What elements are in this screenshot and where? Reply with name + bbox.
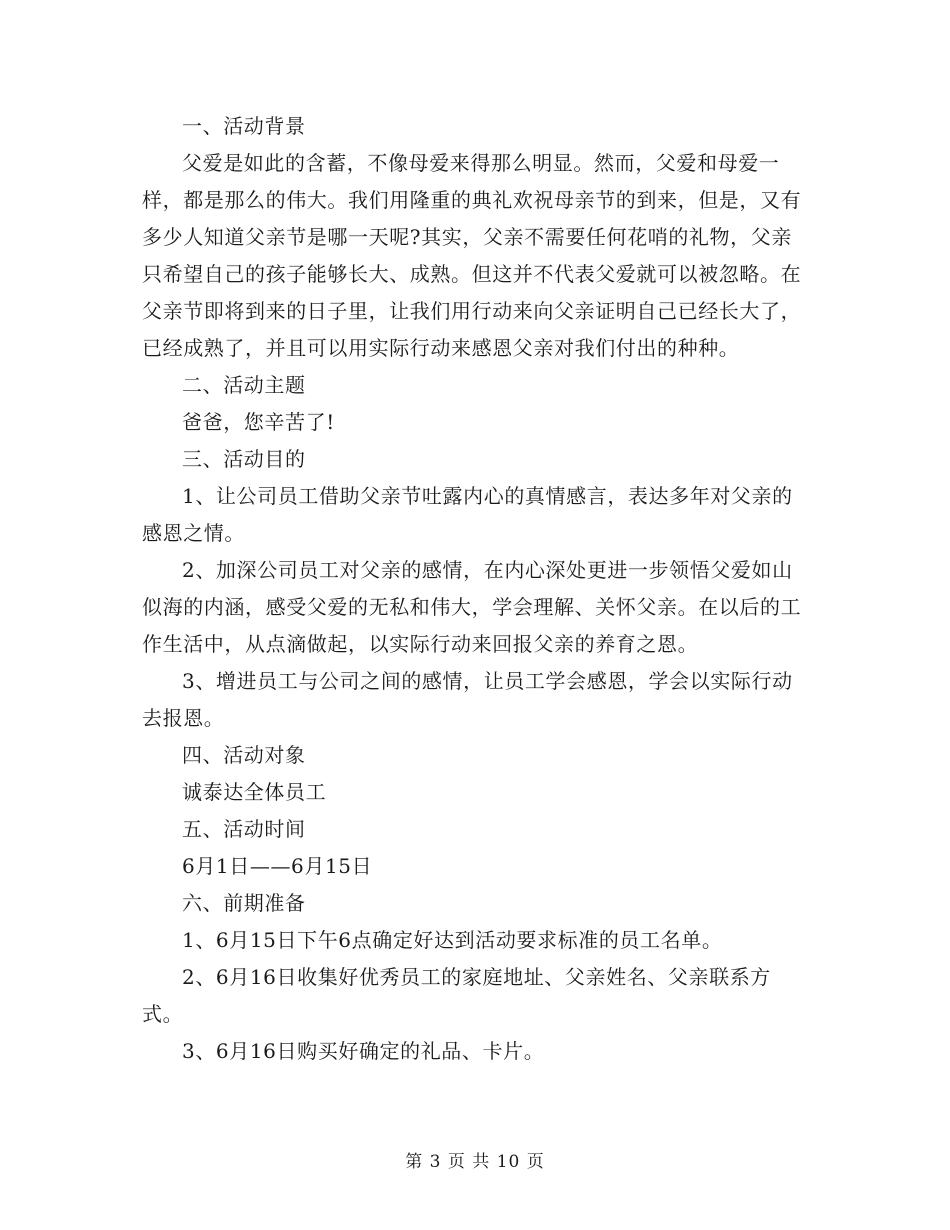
purpose-item-3: 3、增进员工与公司之间的感情，让员工学会感恩，学会以实际行动去报恩。 [142,669,793,730]
section-heading-theme: 二、活动主题 [182,373,306,397]
purpose-item-1: 1、让公司员工借助父亲节吐露内心的真情感言，表达多年对父亲的感恩之情。 [142,484,793,545]
section-heading-background: 一、活动背景 [182,114,306,138]
section-heading-target: 四、活动对象 [182,743,306,767]
section-heading-time: 五、活动时间 [182,817,306,841]
background-paragraph: 父爱是如此的含蓄，不像母爱来得那么明显。然而，父爱和母爱一样，都是那么的伟大。我们用隆重的典礼欢祝母亲节的到来，但是，又有多少人知道父亲节是哪一天呢?其实，父亲不需要任何花哨的礼物，父亲只希望自己的孩子能够长大、成熟。但这并不代表父爱就可以被忽略。在父亲节即将到来的日子里，让我们用行动来向父亲证明自己已经长大了，已经成熟了，并且可以用实际行动来感恩父亲对我们付出的种种。 [142,151,802,360]
target-text: 诚泰达全体员工 [182,780,327,804]
section-heading-purpose: 三、活动目的 [182,447,306,471]
preparation-item-2: 2、6月16日收集好优秀员工的家庭地址、父亲姓名、父亲联系方式。 [142,965,771,1026]
theme-text: 爸爸，您辛苦了! [182,410,335,434]
time-text: 6月1日——6月15日 [182,854,373,878]
document-body [142,108,812,1070]
preparation-item-1: 1、6月15日下午6点确定好达到活动要求标准的员工名单。 [182,928,723,952]
purpose-item-2: 2、加深公司员工对父亲的感情，在内心深处更进一步领悟父爱如山似海的内涵，感受父爱的无私和伟大，学会理解、关怀父亲。在以后的工作生活中，从点滴做起，以实际行动来回报父亲的养育之恩。 [142,558,802,656]
preparation-item-3: 3、6月16日购买好确定的礼品、卡片。 [182,1039,545,1063]
page-footer: 第 3 页 共 10 页 [405,1152,545,1172]
section-heading-preparation: 六、前期准备 [182,891,306,915]
